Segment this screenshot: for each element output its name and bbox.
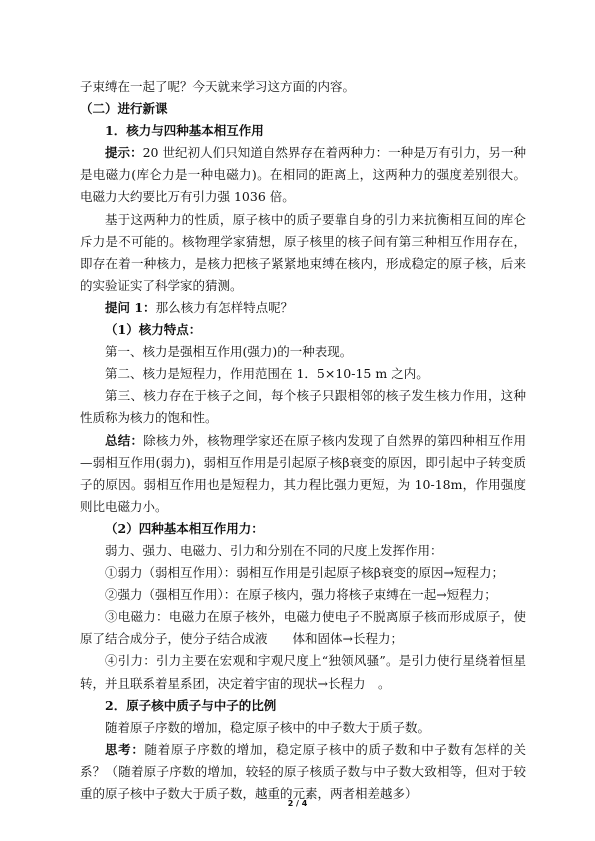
feature-2: 第二、核力是短程力，作用范围在 1．5×10-15 m 之内。 (105, 366, 429, 382)
think-paragraph (80, 739, 526, 805)
force-item-gravity: ④引力：引力主要在宏观和宇观尺度上“独领风骚”。是引力使行星绕着恒星转，并且联系着星系团，决定着宇宙的现状→长程力 。 (80, 653, 526, 691)
summary-paragraph (80, 430, 526, 518)
feature-3: 第三、核力存在于核子之间，每个核子只跟相邻的核子发生核力作用，这种性质称为核力的饱和性。 (80, 388, 526, 426)
feature-1: 第一、核力是强相互作用(强力)的一种表现。 (105, 344, 353, 360)
hint-label: 提示： (105, 145, 143, 161)
basis-paragraph: 基于这两种力的性质，原子核中的质子要靠自身的引力来抗衡相互间的库仑斥力是不可能的。核物理学家猜想，原子核里的核子间有第三种相互作用存在，即存在着一种核力，是核力把核子紧紧地束缚在核内，形成稳定的原子核，后来的实验证实了科学家的猜测。 (80, 211, 526, 293)
heading-nuclear-force: 1．核力与四种基本相互作用 (105, 123, 264, 139)
summary-text: 除核力外，核物理学家还在原子核内发现了自然界的第四种相互作用—弱相互作用(弱力)，弱相互作用是引起原子核β衰变的原因，即引起中子转变质子的原因。弱相互作用也是短程力，其力程比强力更短，为 10-18m，作用强度则比电磁力小。 (80, 432, 526, 514)
think-text: 随着原子序数的增加，稳定原子核中的质子数和中子数有怎样的关系？（随着原子序数的增加，较轻的原子核质子数与中子数大致相等，但对于较重的原子核中子数大于质子数，越重的元素，两者相差越多） (80, 741, 526, 801)
heading-proton-neutron-ratio: 2．原子核中质子与中子的比例 (105, 697, 277, 713)
hint-text: 20 世纪初人们只知道自然界存在着两种力：一种是万有引力，另一种是电磁力(库仑力是一种电磁力)。在相同的距离上，这两种力的强度差别很大。电磁力大约要比万有引力强 1036 倍。 (80, 145, 526, 205)
section-heading: （二）进行新课 (80, 101, 168, 117)
force-item-weak: ①弱力（弱相互作用）：弱相互作用是引起原子核β衰变的原因→短程力； (105, 565, 504, 581)
question-text: 那么核力有怎样特点呢？ (155, 299, 294, 315)
force-item-electromagnetic: ③电磁力：电磁力在原子核外，电磁力使电子不脱离原子核而形成原子，使原了结合成分子，使分子结合成液 体和固体→长程力； (80, 609, 526, 647)
four-forces-intro: 弱力、强力、电磁力、引力和分别在不同的尺度上发挥作用： (105, 542, 443, 558)
question-paragraph (80, 297, 526, 319)
summary-label: 总结： (105, 432, 144, 448)
force-item-strong: ②强力（强相互作用）：在原子核内，强力将核子束缚在一起→短程力； (105, 587, 497, 603)
intro-paragraph: 子束缚在一起了呢？今天就来学习这方面的内容。 (80, 79, 356, 94)
question-label: 提问 1： (105, 299, 156, 315)
subheading-features: （1）核力特点： (105, 322, 202, 338)
page-number: 2 / 4 (287, 799, 308, 808)
subheading-four-forces: （2）四种基本相互作用力： (105, 520, 264, 536)
hint-paragraph (80, 142, 526, 208)
ratio-paragraph: 随着原子序数的增加，稳定原子核中的中子数大于质子数。 (105, 719, 431, 735)
page-body (80, 76, 526, 805)
think-label: 思考： (105, 741, 145, 757)
